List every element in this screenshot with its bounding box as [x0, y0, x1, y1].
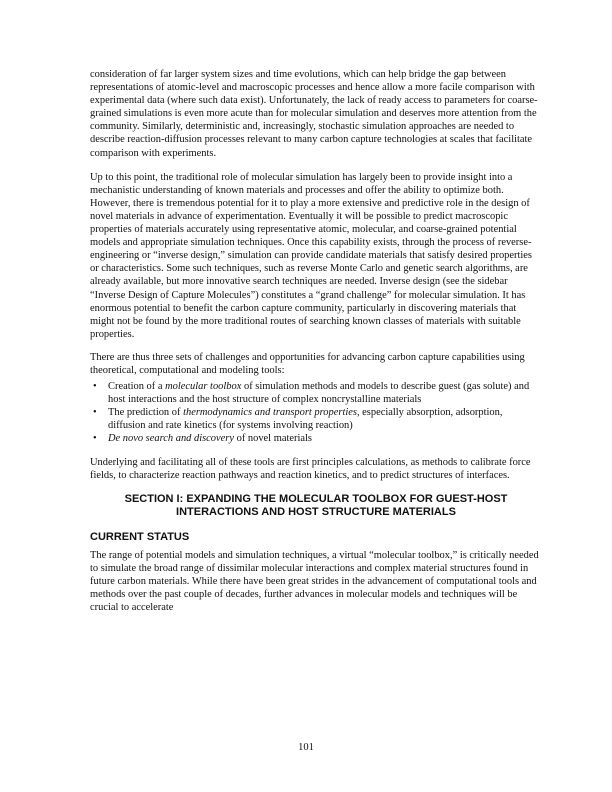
list-item-text: of simulation methods and models to describe guest (gas solute) and host interactions and the host structure of complex noncrystalline materials: [108, 381, 530, 406]
subheading: CURRENT STATUS: [90, 530, 190, 543]
list-item-text: The prediction of: [108, 407, 184, 419]
list-item-emphasis: De novo search and discovery: [108, 433, 234, 445]
list-item: [90, 380, 542, 406]
list-item-emphasis: thermodynamics and transport properties: [183, 407, 357, 419]
paragraph-2: Up to this point, the traditional role of molecular simulation has largely been to provide insight into a mechanistic understanding of known materials and processes and offer the ability to optimize both. However, there is tremendous potential for it to play a more extensive and predictive role in the design of novel materials in advance of experimentation. Eventually it will be possible to predict macroscopic properties of materials accurately using representative atomic, molecular, and coarse-grained potential models and appropriate simulation techniques. Once this capability exists, through the process of reverse-engineering or “inverse design,” simulation can provide candidate materials that satisfy desired properties or characteristics. Some such techniques, such as reverse Monte Carlo and genetic search algorithms, are already available, but more innovative search techniques are needed. Inverse design (see the sidebar “Inverse Design of Capture Molecules”) constitutes a “grand challenge” for molecular simulation. It has enormous potential to benefit the carbon capture community, particularly in discovering materials that might not be found by the more traditional routes of searching known classes of materials with suitable properties.: [90, 171, 532, 340]
paragraph-1: consideration of far larger system sizes and time evolutions, which can help bridge the gap between representations of atomic-level and macroscopic processes and hence allow a more facile comparison with experimental data (where such data exist). Unfortunately, the lack of ready access to parameters for coarse-grained simulations is even more acute than for molecular simulation and deserves more attention from the community. Similarly, deterministic and, increasingly, stochastic simulation approaches are needed to describe reaction-diffusion processes relevant to many carbon capture technologies at scales that facilitate comparison with experiments.: [90, 69, 538, 159]
list-item-text: Creation of a: [108, 381, 166, 393]
page-number: 101: [298, 742, 314, 753]
bullet-marker: •: [93, 381, 97, 393]
paragraph-4: Underlying and facilitating all of these tools are first principles calculations, as methods to calibrate force fields, to characterize reaction pathways and reaction kinetics, and to predict structures of interfaces.: [90, 456, 531, 481]
list-item-text: of novel materials: [233, 433, 312, 445]
paragraph-3: There are thus three sets of challenges and opportunities for advancing carbon capture capabilities using theoretical, computational and modeling tools:: [90, 351, 525, 376]
bullet-marker: •: [93, 433, 97, 445]
list-item: [90, 432, 542, 445]
challenges-list: [90, 380, 542, 445]
list-item: [90, 406, 542, 432]
section-heading: [90, 493, 542, 520]
page-content: [90, 68, 542, 614]
section-heading-line-1: SECTION I: EXPANDING THE MOLECULAR TOOLBOX FOR GUEST-HOST: [124, 492, 508, 505]
section-heading-line-2: INTERACTIONS AND HOST STRUCTURE MATERIALS: [176, 506, 456, 519]
bullet-marker: •: [93, 407, 97, 419]
list-item-text: , especially absorption, adsorption, diffusion and rate kinetics (for systems involving reaction): [108, 407, 503, 432]
list-item-emphasis: molecular toolbox: [165, 381, 242, 393]
paragraph-5: The range of potential models and simulation techniques, a virtual “molecular toolbox,” is critically needed to simulate the broad range of dissimilar molecular interactions and complex material structures found in future carbon materials. While there have been great strides in the advancement of computational tools and methods over the past couple of decades, further advances in molecular models and techniques will be crucial to accelerate: [90, 549, 539, 614]
